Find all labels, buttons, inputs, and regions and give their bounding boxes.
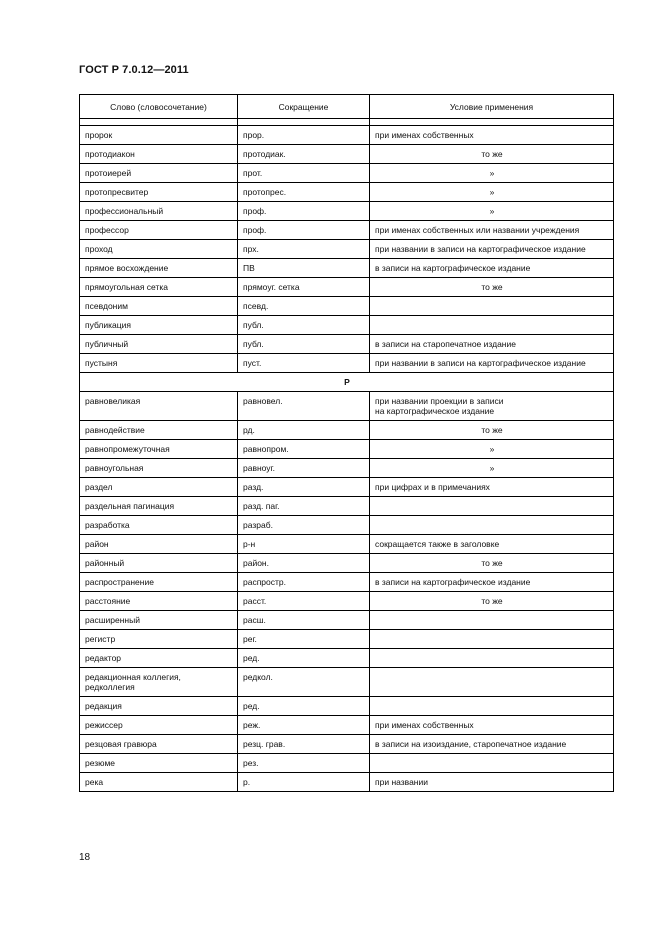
cell-abbreviation: распростр. [238, 573, 370, 592]
cell-word: резцовая гравюра [80, 735, 238, 754]
cell-abbreviation: проф. [238, 221, 370, 240]
cell-abbreviation: прот. [238, 164, 370, 183]
cell-condition [370, 297, 614, 316]
table-row [80, 297, 614, 316]
cell-condition: при названии [370, 773, 614, 792]
cell-condition: в записи на картографическое издание [370, 573, 614, 592]
cell-condition [370, 754, 614, 773]
cell-abbreviation: расст. [238, 592, 370, 611]
table-row [80, 611, 614, 630]
cell-condition [370, 668, 614, 697]
cell-condition [370, 611, 614, 630]
cell-abbreviation: прямоуг. сетка [238, 278, 370, 297]
cell-condition: то же [370, 145, 614, 164]
cell-condition: при названии в записи на картографическое издание [370, 354, 614, 373]
table-row [80, 145, 614, 164]
cell-word: редакционная коллегия, редколлегия [80, 668, 238, 697]
cell-word: протопресвитер [80, 183, 238, 202]
cell-abbreviation: рег. [238, 630, 370, 649]
cell-abbreviation: р-н [238, 535, 370, 554]
column-header-word: Слово (словосочетание) [80, 95, 238, 119]
table-row [80, 240, 614, 259]
abbreviation-table [79, 94, 614, 792]
cell-condition: при именах собственных или названии учреждения [370, 221, 614, 240]
cell-condition [370, 630, 614, 649]
cell-condition: при именах собственных [370, 126, 614, 145]
cell-word: равнодействие [80, 421, 238, 440]
column-header-condition: Условие применения [370, 95, 614, 119]
cell-word: прямое восхождение [80, 259, 238, 278]
table-header-row [80, 95, 614, 119]
table-row [80, 440, 614, 459]
table-row [80, 773, 614, 792]
cell-condition: при названии в записи на картографическое издание [370, 240, 614, 259]
section-letter: Р [80, 373, 614, 392]
table-row [80, 354, 614, 373]
table-row [80, 335, 614, 354]
table-row [80, 716, 614, 735]
cell-condition [370, 516, 614, 535]
cell-condition: » [370, 183, 614, 202]
cell-abbreviation: расш. [238, 611, 370, 630]
cell-abbreviation: ПВ [238, 259, 370, 278]
cell-condition: при именах собственных [370, 716, 614, 735]
table-row [80, 573, 614, 592]
cell-word: равновеликая [80, 392, 238, 421]
table-row [80, 421, 614, 440]
table-row [80, 592, 614, 611]
cell-word: протоиерей [80, 164, 238, 183]
cell-condition: при названии проекции в записи на картографическое издание [370, 392, 614, 421]
cell-condition: в записи на изоиздание, старопечатное издание [370, 735, 614, 754]
document-title: ГОСТ Р 7.0.12—2011 [79, 64, 189, 76]
cell-word: раздельная пагинация [80, 497, 238, 516]
table-row [80, 202, 614, 221]
cell-condition: в записи на старопечатное издание [370, 335, 614, 354]
cell-abbreviation: район. [238, 554, 370, 573]
cell-word: район [80, 535, 238, 554]
table-row [80, 316, 614, 335]
cell-word: регистр [80, 630, 238, 649]
cell-condition: » [370, 202, 614, 221]
cell-abbreviation: равнопром. [238, 440, 370, 459]
table-row [80, 221, 614, 240]
cell-abbreviation: резц. грав. [238, 735, 370, 754]
cell-abbreviation: рд. [238, 421, 370, 440]
cell-word: режиссер [80, 716, 238, 735]
table-row [80, 668, 614, 697]
table-row [80, 535, 614, 554]
cell-condition: при цифрах и в примечаниях [370, 478, 614, 497]
cell-abbreviation: протодиак. [238, 145, 370, 164]
cell-word: профессор [80, 221, 238, 240]
cell-word: равнопромежуточная [80, 440, 238, 459]
cell-abbreviation: разд. паг. [238, 497, 370, 516]
cell-abbreviation: разраб. [238, 516, 370, 535]
cell-word: раздел [80, 478, 238, 497]
page-number: 18 [79, 852, 91, 863]
cell-abbreviation: публ. [238, 316, 370, 335]
cell-condition [370, 316, 614, 335]
table-row [80, 478, 614, 497]
cell-word: пустыня [80, 354, 238, 373]
cell-word: публикация [80, 316, 238, 335]
cell-word: пророк [80, 126, 238, 145]
cell-word: прямоугольная сетка [80, 278, 238, 297]
table-row [80, 459, 614, 478]
cell-abbreviation: равновел. [238, 392, 370, 421]
cell-condition: » [370, 440, 614, 459]
table-row [80, 126, 614, 145]
cell-abbreviation: публ. [238, 335, 370, 354]
column-header-abbreviation: Сокращение [238, 95, 370, 119]
table-row [80, 259, 614, 278]
table-row [80, 735, 614, 754]
cell-condition [370, 649, 614, 668]
cell-word: районный [80, 554, 238, 573]
cell-abbreviation: ред. [238, 697, 370, 716]
cell-word: публичный [80, 335, 238, 354]
table-row [80, 754, 614, 773]
cell-word: редакция [80, 697, 238, 716]
cell-abbreviation: пуст. [238, 354, 370, 373]
cell-abbreviation: прор. [238, 126, 370, 145]
cell-condition [370, 697, 614, 716]
cell-abbreviation: проф. [238, 202, 370, 221]
cell-abbreviation: равноуг. [238, 459, 370, 478]
cell-word: резюме [80, 754, 238, 773]
cell-word: расширенный [80, 611, 238, 630]
table-row [80, 697, 614, 716]
cell-abbreviation: протопрес. [238, 183, 370, 202]
table-row [80, 164, 614, 183]
header-gap-row [80, 119, 614, 126]
cell-condition: то же [370, 554, 614, 573]
table-row [80, 278, 614, 297]
cell-abbreviation: разд. [238, 478, 370, 497]
table-row [80, 183, 614, 202]
cell-condition [370, 497, 614, 516]
cell-word: расстояние [80, 592, 238, 611]
cell-abbreviation: рез. [238, 754, 370, 773]
table-body [80, 126, 614, 792]
cell-condition: то же [370, 278, 614, 297]
cell-word: псевдоним [80, 297, 238, 316]
table-row [80, 516, 614, 535]
cell-word: проход [80, 240, 238, 259]
cell-condition: » [370, 164, 614, 183]
table-row [80, 392, 614, 421]
cell-abbreviation: редкол. [238, 668, 370, 697]
section-row [80, 373, 614, 392]
table-row [80, 630, 614, 649]
cell-abbreviation: реж. [238, 716, 370, 735]
cell-abbreviation: прх. [238, 240, 370, 259]
cell-abbreviation: псевд. [238, 297, 370, 316]
cell-word: редактор [80, 649, 238, 668]
cell-word: равноугольная [80, 459, 238, 478]
cell-word: разработка [80, 516, 238, 535]
cell-condition: » [370, 459, 614, 478]
cell-word: распространение [80, 573, 238, 592]
cell-word: протодиакон [80, 145, 238, 164]
cell-condition: то же [370, 421, 614, 440]
cell-abbreviation: ред. [238, 649, 370, 668]
cell-condition: в записи на картографическое издание [370, 259, 614, 278]
cell-condition: сокращается также в заголовке [370, 535, 614, 554]
table-row [80, 554, 614, 573]
cell-word: профессиональный [80, 202, 238, 221]
table-row [80, 649, 614, 668]
cell-condition: то же [370, 592, 614, 611]
cell-abbreviation: р. [238, 773, 370, 792]
cell-word: река [80, 773, 238, 792]
table-row [80, 497, 614, 516]
